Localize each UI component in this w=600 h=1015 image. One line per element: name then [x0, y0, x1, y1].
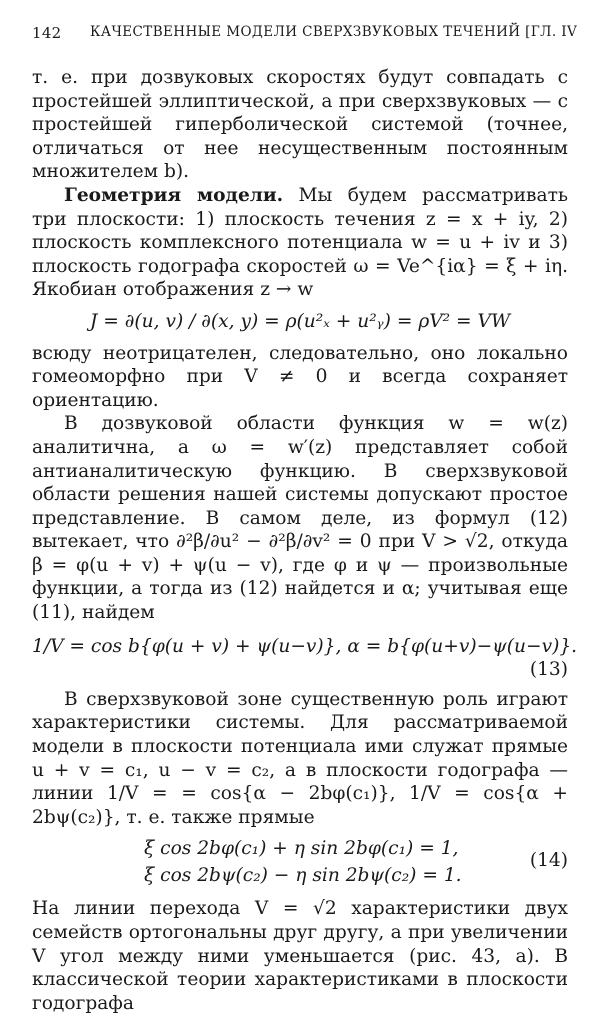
equation-13	[32, 635, 578, 682]
equation-jacobian: J = ∂(u, v) / ∂(x, y) = ρ(u²ₓ + u²ᵧ) = ρV² = VW	[89, 310, 511, 332]
equation-13-body: 1/V = cos b{φ(u + v) + ψ(u−v)}, α = b{φ(u+v)−ψ(u−v)}.	[32, 635, 578, 657]
section-heading: Геометрия модели.	[64, 184, 284, 206]
paragraph-6: На линии перехода V = √2 характеристики двух семейств ортогональны друг другу, а при увеличении V угол между ними уменьшается (рис. 43, a). В классической теории характеристиками в плоскости годографа	[32, 898, 568, 1014]
equation-14	[32, 835, 568, 889]
paragraph-2	[32, 184, 568, 302]
paragraph-3: всюду неотрицателен, следовательно, оно локально гомеоморфно при V ≠ 0 и всегда сохраняет ориентацию.	[32, 342, 568, 411]
paragraph-4: В дозвуковой области функция w = w(z) аналитична, а ω = w′(z) представляет собой антианалитическую функцию. В сверхзвуковой области решения нашей системы допускают простое представление. В самом деле, из формул (12) вытекает, что ∂²β/∂u² − ∂²β/∂v² = 0 при V > √2, откуда β = φ(u + v) + ψ(u − v), где φ и ψ — произвольные функции, а тогда из (12) найдется и α; учитывая еще (11), найдем	[32, 413, 568, 624]
equation-13-number: (13)	[529, 659, 568, 681]
equation-14-line-1: ξ cos 2bφ(c₁) + η sin 2bφ(c₁) = 1,	[144, 838, 459, 860]
running-title: КАЧЕСТВЕННЫЕ МОДЕЛИ СВЕРХЗВУКОВЫХ ТЕЧЕНИЙ [ГЛ. IV	[90, 24, 578, 40]
page-number: 142	[32, 24, 62, 42]
equation-14-line-2: ξ cos 2bψ(c₂) − η sin 2bψ(c₂) = 1.	[144, 865, 462, 887]
paragraph-1: т. е. при дозвуковых скоростях будут совпадать с простейшей эллиптической, а при сверхзвуковых — с простейшей гиперболической системой (точнее, отличаться от нее несущественным постоянным множителем b).	[32, 67, 568, 183]
equation-14-number: (14)	[529, 850, 568, 872]
paragraph-2-text: Мы будем рассматривать три плоскости: 1) плоскость течения z = x + iy, 2) плоскость комплексного потенциала w = u + iv и 3) плоскость годографа скоростей ω = Ve^{iα} = ξ + iη. Якобиан отображения z → w	[32, 184, 568, 301]
page-body	[32, 66, 578, 1015]
paragraph-5: В сверхзвуковой зоне существенную роль играют характеристики системы. Для рассматриваемой модели в плоскости потенциала ими служат прямые u + v = c₁, u − v = c₂, а в плоскости годографа — линии 1/V = = cos{α − 2bφ(c₁)}, 1/V = cos{α + 2bψ(c₂)}, т. е. также прямые	[32, 688, 568, 828]
